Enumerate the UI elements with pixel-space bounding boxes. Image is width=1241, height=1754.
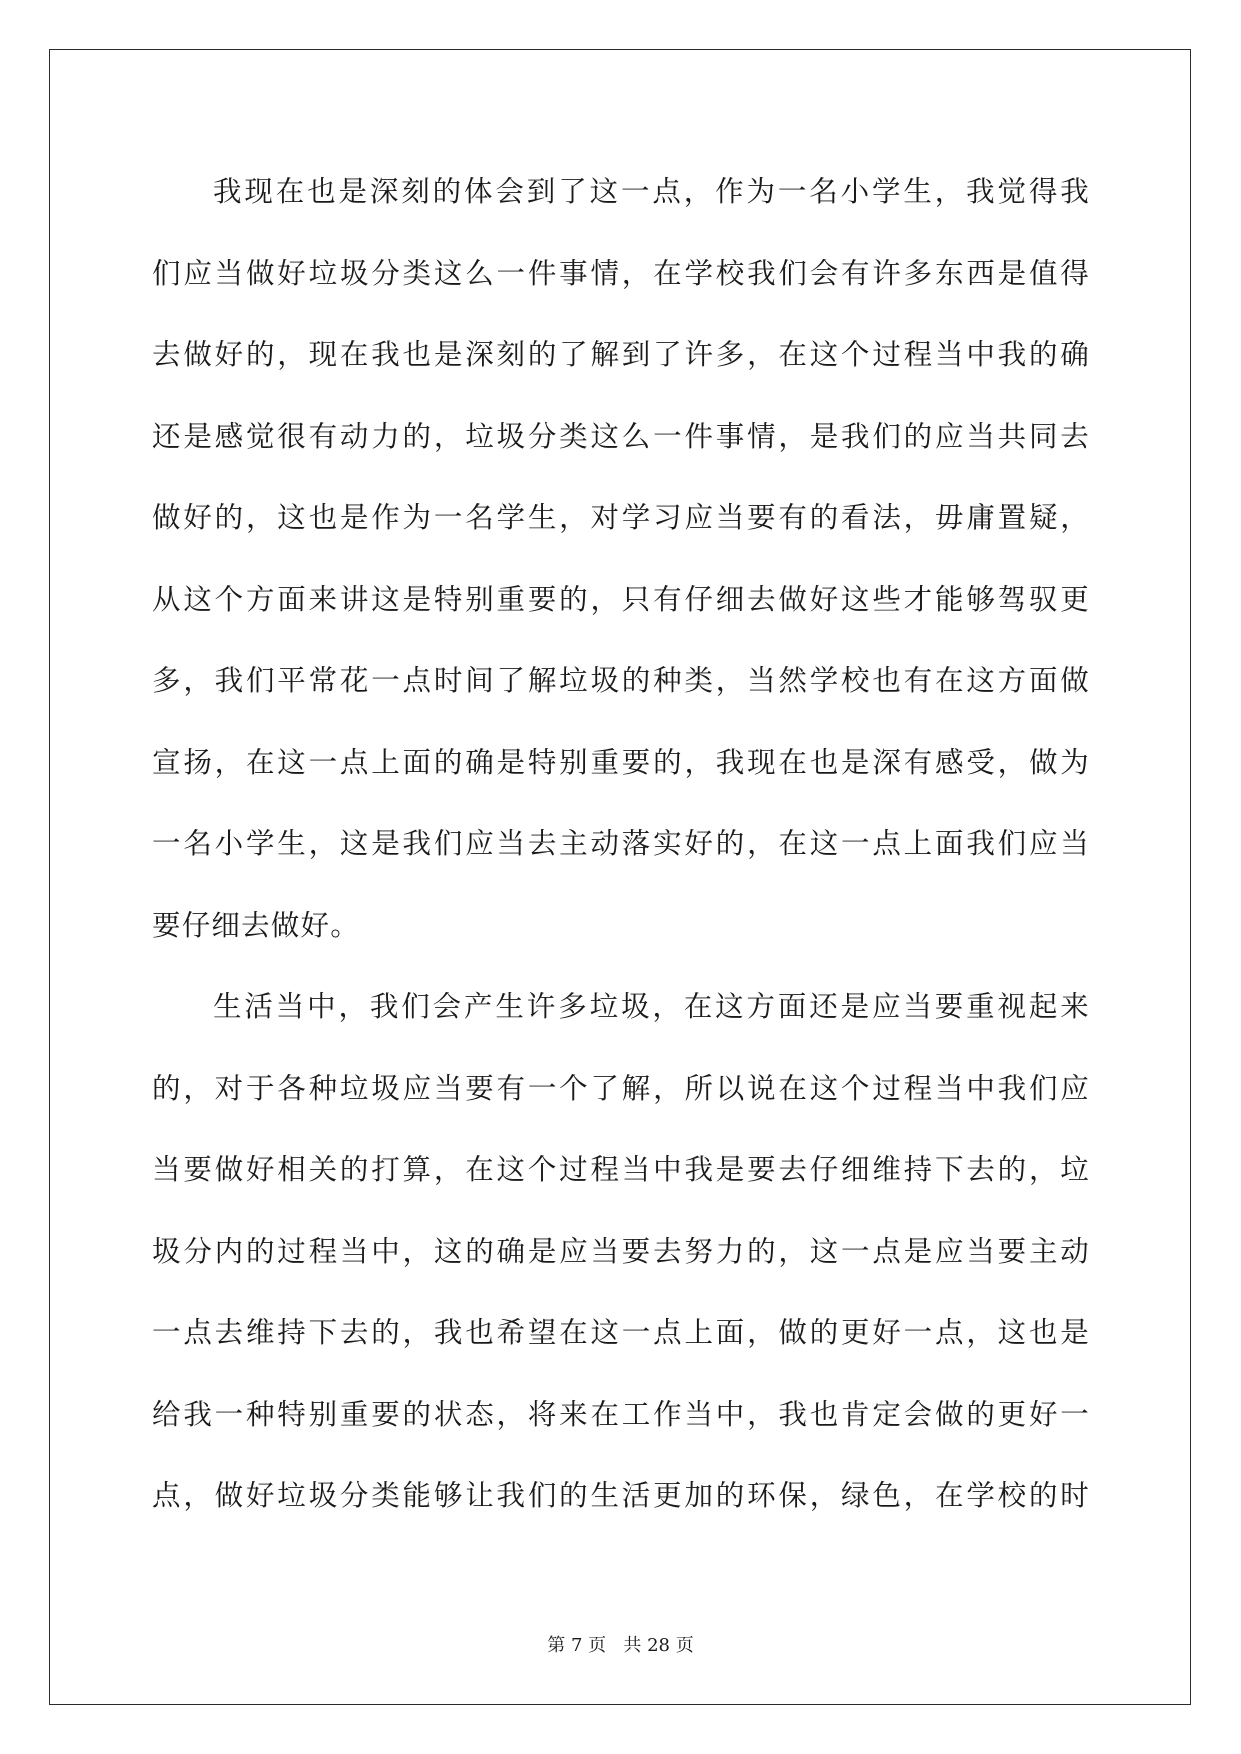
paragraph-1-line-8: 宣扬，在这一点上面的确是特别重要的，我现在也是深有感受，做为: [152, 745, 1090, 779]
paragraph-1-line-2: 们应当做好垃圾分类这么一件事情，在学校我们会有许多东西是值得: [152, 256, 1090, 290]
paragraph-1-line-3: 去做好的，现在我也是深刻的了解到了许多，在这个过程当中我的确: [152, 338, 1090, 371]
paragraph-1-line-4: 还是感觉很有动力的，垃圾分类这么一件事情，是我们的应当共同去: [152, 419, 1090, 453]
paragraph-2-line-5: 一点去维持下去的，我也希望在这一点上面，做的更好一点，这也是: [152, 1316, 1090, 1349]
paragraph-2-line-4: 圾分内的过程当中，这的确是应当要去努力的，这一点是应当要主动: [152, 1234, 1090, 1268]
paragraph-1-line-5: 做好的，这也是作为一名学生，对学习应当要有的看法，毋庸置疑，: [152, 501, 1090, 534]
paragraph-2-line-3: 当要做好相关的打算，在这个过程当中我是要去仔细维持下去的，垃: [152, 1153, 1090, 1186]
paragraph-1-line-7: 多，我们平常花一点时间了解垃圾的种类，当然学校也有在这方面做: [152, 664, 1090, 697]
paragraph-1-line-1: 我现在也是深刻的体会到了这一点，作为一名小学生，我觉得我: [213, 175, 1090, 208]
paragraph-2-line-1: 生活当中，我们会产生许多垃圾，在这方面还是应当要重视起来: [213, 990, 1090, 1023]
paragraph-1-line-6: 从这个方面来讲这是特别重要的，只有仔细去做好这些才能够驾驭更: [152, 582, 1090, 616]
paragraph-1-line-9: 一名小学生，这是我们应当去主动落实好的，在这一点上面我们应当: [152, 827, 1090, 860]
page-number-footer: 第 7 页 共 28 页: [547, 1635, 694, 1656]
paragraph-2-line-2: 的，对于各种垃圾应当要有一个了解，所以说在这个过程当中我们应: [152, 1071, 1090, 1105]
document-body: [152, 162, 1090, 1548]
paragraph-2-line-7: 点，做好垃圾分类能够让我们的生活更加的环保，绿色，在学校的时: [152, 1479, 1090, 1512]
paragraph-2-line-6: 给我一种特别重要的状态，将来在工作当中，我也肯定会做的更好一: [152, 1397, 1090, 1431]
paragraph-1-line-10: 要仔细去做好。: [152, 908, 360, 942]
